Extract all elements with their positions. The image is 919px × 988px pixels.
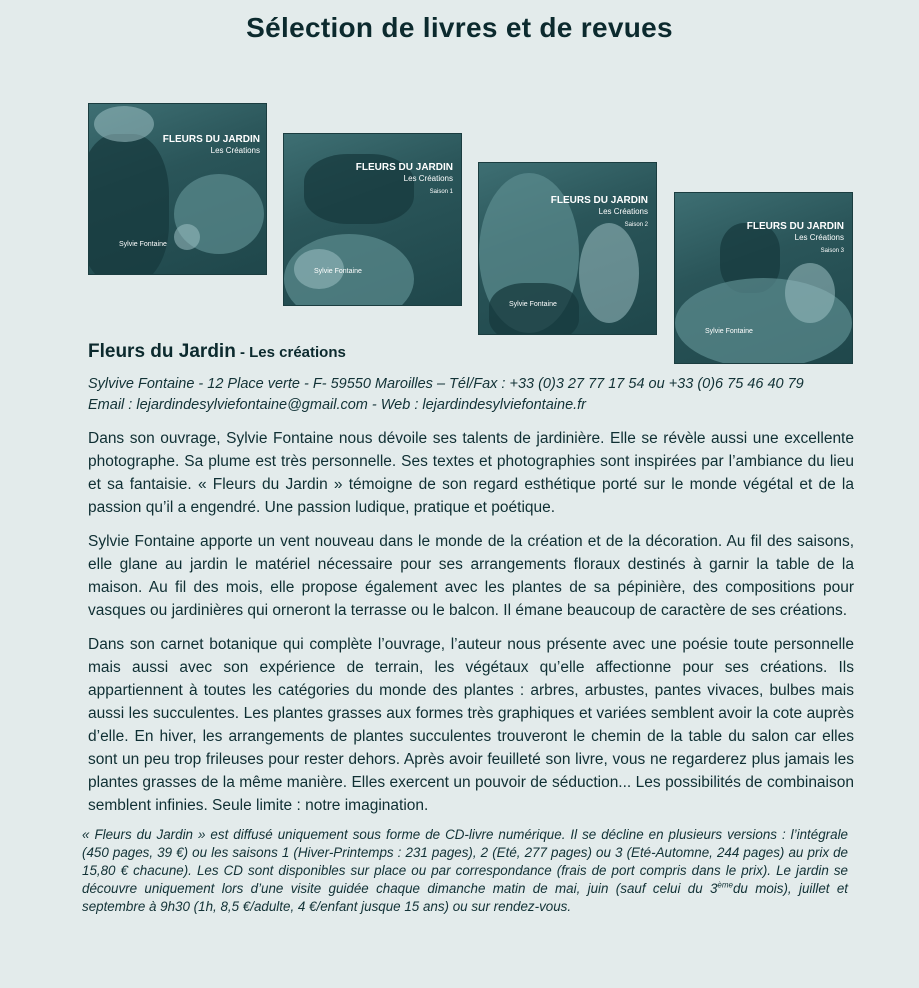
cover-subtitle: Les Créations — [598, 207, 648, 216]
distribution-note-text-end: du mois), juillet et septembre à 9h30 (1h, 8,5 €/adulte, 4 €/enfant jusque 15 ans) ou sur rendez-vous. — [82, 881, 848, 914]
cover-title-block — [551, 195, 648, 231]
cover-subtitle: Les Créations — [794, 233, 844, 242]
cover-title-block — [356, 162, 453, 198]
cover-author: Sylvie Fontaine — [314, 268, 362, 275]
distribution-note-text: « Fleurs du Jardin » est diffusé uniquement sous forme de CD-livre numérique. Il se décline en plusieurs versions : l’intégrale (450 pages, 39 €) ou les saisons 1 (Hiver-Printemps : 231 pages), 2 (Eté, 277 pages) ou 3 (Eté-Automne, 244 pages) au prix de 15,80 € chacune). Les CD sont disponibles sur place ou par correspondance (frais de port compris dans le prix). Le jardin se découvre uniquement lors d’une visite guidée chaque dimanche matin de mai, juin (sauf celui du 3 — [82, 827, 848, 896]
cover-photo-shadow — [489, 283, 579, 335]
article-heading — [88, 341, 346, 363]
cover-subtitle: Les Créations — [210, 146, 260, 155]
cover-title-block — [163, 134, 260, 156]
cover-author: Sylvie Fontaine — [705, 328, 753, 335]
cover-author: Sylvie Fontaine — [119, 241, 167, 248]
cover-title: FLEURS DU JARDIN — [550, 195, 648, 206]
book-cover-4 — [674, 192, 853, 364]
cover-subtitle: Les Créations — [403, 174, 453, 183]
cover-title: FLEURS DU JARDIN — [162, 134, 260, 145]
page-title: Sélection de livres et de revues — [246, 12, 673, 43]
cover-photo-hat — [94, 106, 154, 142]
cover-author: Sylvie Fontaine — [509, 301, 557, 308]
paragraph-2: Sylvie Fontaine apporte un vent nouveau dans le monde de la création et de la décoration. Au fil des saisons, elle glane au jardin le matériel nécessaire pour ses arrangements floraux destinés à garnir la table de la maison. Au fil des mois, elle propose également avec les plantes de sa pépinière, des compositions pour vasques ou jardinières qui orneront la terrasse ou le balcon. Il émane beaucoup de caractère de ses créations. — [88, 533, 854, 619]
cover-volume: Saison 3 — [820, 248, 844, 254]
article-subtitle: - Les créations — [235, 344, 346, 361]
cover-title: FLEURS DU JARDIN — [355, 162, 453, 173]
cover-photo-leaves — [785, 263, 835, 323]
paragraph-3: Dans son carnet botanique qui complète l’ouvrage, l’auteur nous présente avec une poésie toute personnelle mais aussi avec son expérience de terrain, les végétaux qu’elle affectionne pour ses créations. Ils appartiennent à toutes les catégories du monde des plantes : arbres, arbustes, pantes vivaces, bulbes mais aussi les succulentes. Les plantes grasses aux formes très graphiques et variées semblent avoir la cote auprès d’elle. En hiver, les arrangements de plantes succulentes trouveront le chemin de la table du salon car elles sont un peu trop frileuses pour rester dehors. Après avoir feuilleté son livre, vous ne regarderez plus jamais les plantes grasses de la même manière. Elles exercent un pouvoir de séduction... Les possibilités de combinaison semblent infinies. Seule limite : notre imagination. — [88, 636, 854, 814]
cover-title: FLEURS DU JARDIN — [746, 221, 844, 232]
cover-volume: Saison 1 — [429, 189, 453, 195]
contact-web: Email : lejardindesylviefontaine@gmail.com - Web : lejardindesylviefontaine.fr — [88, 397, 587, 413]
cover-photo-bloom — [174, 224, 200, 250]
book-cover-2 — [283, 133, 462, 306]
cover-title-block — [747, 221, 844, 257]
distribution-note — [82, 826, 848, 916]
cover-volume: Saison 2 — [624, 222, 648, 228]
cover-photo-figure — [88, 134, 169, 275]
cover-photo-goose — [579, 223, 639, 323]
paragraph-1: Dans son ouvrage, Sylvie Fontaine nous dévoile ses talents de jardinière. Elle se révèle aussi une excellente photographe. Sa plume est très personnelle. Ses textes et photographies sont inspirées par l’ambiance du lieu et sa fantaisie. « Fleurs du Jardin » témoigne de son regard esthétique porté sur le monde végétal et de la passion qu’il a engendré. Une passion ludique, pratique et poétique. — [88, 430, 854, 516]
article-title: Fleurs du Jardin — [88, 341, 236, 362]
book-cover-3 — [478, 162, 657, 335]
ordinal-suffix: ème — [717, 880, 733, 890]
book-cover-1 — [88, 103, 267, 275]
contact-address: Sylvive Fontaine - 12 Place verte - F- 59550 Maroilles – Tél/Fax : +33 (0)3 27 77 17 54 ou +33 (0)6 75 46 40 79 — [88, 376, 804, 392]
